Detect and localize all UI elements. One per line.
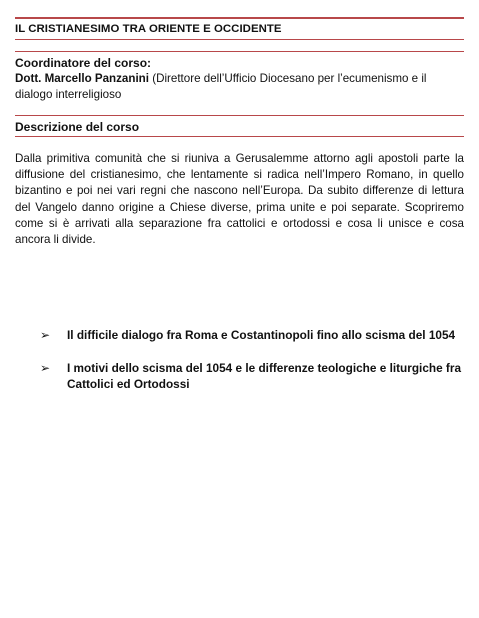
topic-text: Il difficile dialogo fra Roma e Costantinopoli fino allo scisma del 1054 xyxy=(67,328,456,342)
topic-text: I motivi dello scisma del 1054 e le differenze teologiche e liturgiche fra Cattolici ed Ortodossi xyxy=(67,361,462,391)
coordinator-top-divider xyxy=(15,51,464,52)
coordinator-role: (Direttore dell’Ufficio Diocesano per l’ecumenismo e il dialogo interreligioso xyxy=(15,72,427,101)
course-title: IL CRISTIANESIMO TRA ORIENTE E OCCIDENTE xyxy=(15,23,282,35)
arrow-bullet-icon: ➢ xyxy=(40,328,51,342)
coordinator-details xyxy=(15,71,465,103)
arrow-bullet-icon: ➢ xyxy=(40,361,51,375)
list-item xyxy=(40,327,465,343)
description-top-divider xyxy=(15,115,464,116)
list-item xyxy=(40,360,465,392)
coordinator-name: Dott. Marcello Panzanini xyxy=(15,72,149,85)
topic-list xyxy=(40,327,465,409)
description-heading-divider xyxy=(15,136,464,137)
coordinator-heading: Coordinatore del corso: xyxy=(15,56,152,70)
description-heading: Descrizione del corso xyxy=(15,120,140,134)
top-divider xyxy=(15,17,464,19)
title-divider xyxy=(15,39,464,40)
description-text: Dalla primitiva comunità che si riuniva a Gerusalemme attorno agli apostoli parte la diffusione del cristianesimo, che lentamente si radica nell’Impero Romano, in quello bizantino e poi nei vari regni che nascono nell’Europa. Da subito differenze di lettura del Vangelo danno origine a Chiese diverse, prima unite e poi separate. Scopriremo come si è arrivati alla separazione fra cattolici e ortodossi e cosa li unisce e cosa ancora li divide. xyxy=(15,152,464,247)
